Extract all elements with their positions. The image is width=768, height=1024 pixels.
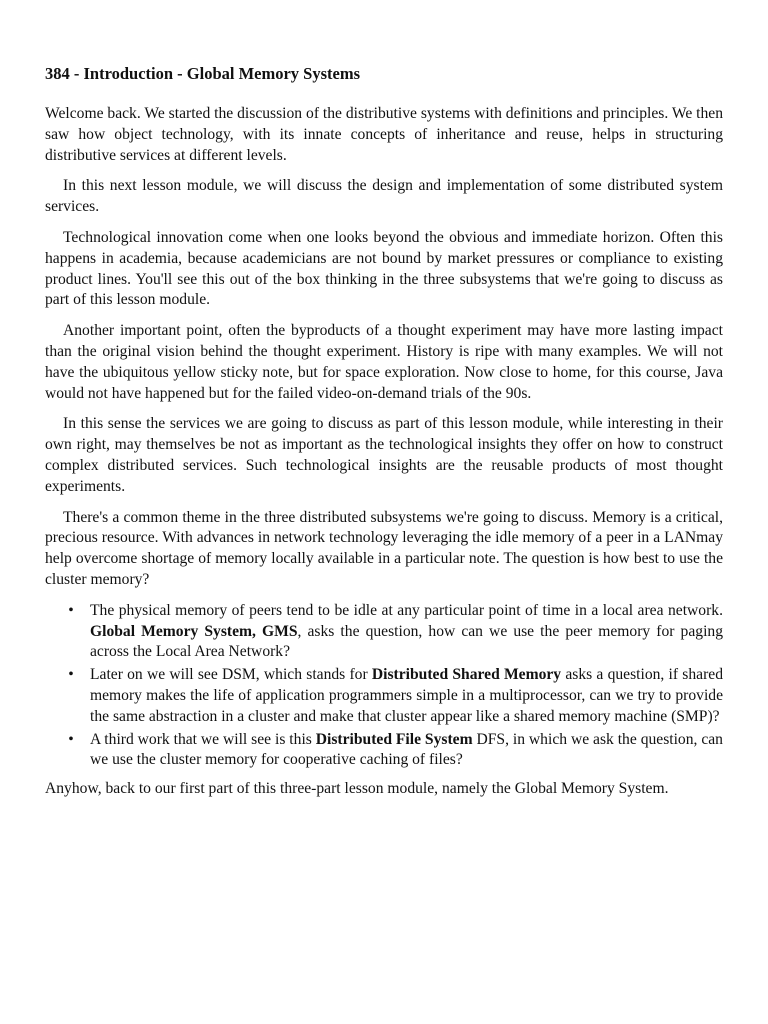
paragraph-innovation: Technological innovation come when one looks beyond the obvious and immediate horizon. Often this happens in academia, because academicians are not bound by market pressures or compliance to existing product lines. You'll see this out of the box thinking in the three subsystems that we're going to discuss as part of this lesson module. bbox=[45, 228, 723, 309]
bullet-icon: • bbox=[68, 601, 74, 619]
bullet-list bbox=[45, 601, 723, 771]
paragraph-common-theme: There's a common theme in the three distributed subsystems we're going to discuss. Memory is a critical, precious resource. With advances in network technology leveraging the idle memory of a peer in a LANmay help overcome shortage of memory locally available in a particular note. The question is how best to use the cluster memory? bbox=[45, 508, 723, 588]
list-item-text: DFS, in which we ask the question, can we use the cluster memory for cooperative caching of files? bbox=[90, 730, 723, 769]
list-item-text: Later on we will see DSM, which stands for bbox=[90, 666, 372, 684]
list-item-bold-term: Distributed File System bbox=[315, 730, 473, 748]
list-item-bold-term: Global Memory System, GMS bbox=[90, 622, 298, 640]
list-item-text: A third work that we will see is this bbox=[90, 730, 316, 748]
paragraph-byproducts: Another important point, often the byproducts of a thought experiment may have more lasting impact than the original vision behind the thought experiment. History is ripe with many examples. We will not have the ubiquitous yellow sticky note, but for space exploration. Now close to home, for this course, Java would not have happened but for the failed video-on-demand trials of the 90s. bbox=[45, 322, 723, 402]
paragraph-next-module: In this next lesson module, we will discuss the design and implementation of some distributed system services. bbox=[45, 177, 723, 216]
list-item-bold-term: Distributed Shared Memory bbox=[371, 666, 562, 684]
bullet-icon: • bbox=[68, 666, 74, 684]
bullet-icon: • bbox=[68, 730, 74, 748]
list-item-text: The physical memory of peers tend to be idle at any particular point of time in a local area network. bbox=[90, 601, 723, 619]
paragraph-services-insights: In this sense the services we are going to discuss as part of this lesson module, while interesting in their own right, may themselves be not as important as the technological insights they offer on how to construct complex distributed services. Such technological insights are the reusable products of most thought experiments. bbox=[45, 415, 723, 495]
document-page bbox=[45, 63, 723, 800]
list-item-dsm bbox=[68, 665, 723, 727]
list-item-text: , asks the question, how can we use the peer memory for paging across the Local Area Network? bbox=[90, 622, 723, 661]
list-item-text: asks a question, if shared memory makes the life of application programmers simple in a multiprocessor, can we try to provide the same abstraction in a cluster and make that cluster appear like a shared memory machine (SMP)? bbox=[90, 666, 723, 725]
paragraph-welcome: Welcome back. We started the discussion of the distributive systems with definitions and principles. We then saw how object technology, with its innate concepts of inheritance and reuse, helps in structuring distributive services at different levels. bbox=[45, 105, 723, 164]
list-item-gms bbox=[68, 601, 723, 663]
list-item-dfs bbox=[68, 730, 723, 772]
paragraph-closing: Anyhow, back to our first part of this three-part lesson module, namely the Global Memory System. bbox=[45, 780, 669, 798]
document-title: 384 - Introduction - Global Memory Systems bbox=[45, 64, 361, 83]
